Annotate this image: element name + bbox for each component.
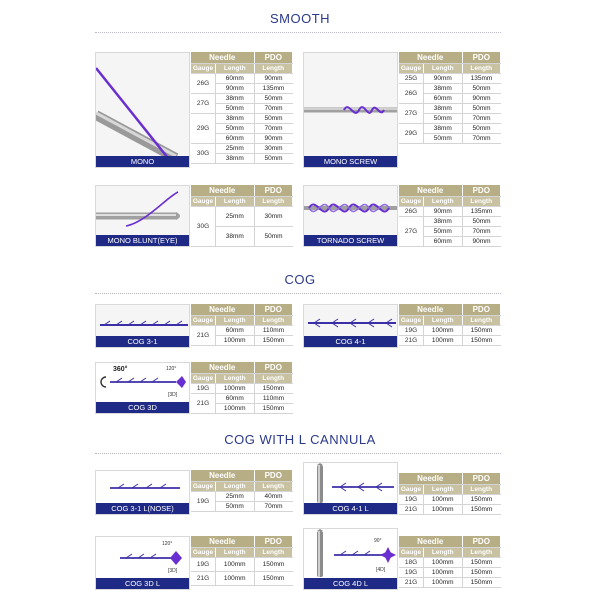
- gauge-cell: 26G: [191, 74, 216, 94]
- pdo-length-cell: 150mm: [254, 572, 293, 586]
- table-row: [399, 578, 501, 588]
- product-label: MONO: [96, 156, 189, 167]
- length-header: Length: [462, 64, 501, 74]
- thread-illustration: [304, 305, 398, 338]
- pdo-length-cell: 150mm: [462, 495, 501, 505]
- pdo-length-cell: 30mm: [254, 144, 293, 154]
- product-image-cog-4d-l: [303, 528, 398, 590]
- needle-length-cell: 38mm: [216, 227, 255, 247]
- pdo-header: PDO: [254, 185, 293, 197]
- length-header: Length: [216, 316, 255, 326]
- length-header: Length: [254, 374, 293, 384]
- needle-header: Needle: [191, 362, 254, 374]
- spec-table: [191, 470, 293, 512]
- pdo-length-cell: 150mm: [254, 336, 293, 346]
- spec-table: [191, 362, 293, 414]
- pdo-length-cell: 135mm: [462, 74, 501, 84]
- gauge-header: Gauge: [399, 197, 424, 207]
- length-header: Length: [216, 374, 255, 384]
- spec-table: [399, 185, 501, 247]
- table-row: [399, 124, 501, 134]
- needle-length-cell: 25mm: [216, 144, 255, 154]
- pdo-header: PDO: [462, 185, 501, 197]
- needle-length-cell: 60mm: [424, 94, 463, 104]
- gauge-cell: 19G: [399, 568, 424, 578]
- needle-header: Needle: [399, 185, 462, 197]
- gauge-header: Gauge: [191, 548, 216, 558]
- product-mono: [95, 52, 293, 168]
- product-image-mono: [95, 52, 190, 168]
- gauge-cell: 25G: [399, 74, 424, 84]
- product-label: COG 3-1 L(NOSE): [96, 503, 189, 514]
- length-header: Length: [216, 64, 255, 74]
- length-header: Length: [424, 197, 463, 207]
- needle-header: Needle: [399, 536, 462, 548]
- needle-header: Needle: [191, 52, 254, 64]
- product-cog-4-1-l: [303, 462, 501, 515]
- pdo-length-cell: 40mm: [254, 492, 293, 502]
- dimension-label: [3D]: [168, 392, 178, 398]
- needle-length-cell: 50mm: [424, 134, 463, 144]
- length-header: Length: [462, 316, 501, 326]
- needle-length-cell: 60mm: [216, 394, 255, 404]
- pdo-length-cell: 90mm: [462, 237, 501, 247]
- needle-length-cell: 38mm: [424, 124, 463, 134]
- product-label: MONO BLUNT(EYE): [96, 235, 189, 246]
- needle-length-cell: 100mm: [216, 384, 255, 394]
- product-cog-3d: [95, 362, 293, 414]
- length-header: Length: [424, 316, 463, 326]
- table-row: [399, 495, 501, 505]
- needle-length-cell: 100mm: [424, 495, 463, 505]
- gauge-cell: 19G: [399, 495, 424, 505]
- needle-length-cell: 100mm: [216, 336, 255, 346]
- pdo-length-cell: 90mm: [254, 134, 293, 144]
- pdo-length-cell: 50mm: [462, 84, 501, 94]
- gauge-cell: 27G: [399, 104, 424, 124]
- needle-length-cell: 25mm: [216, 492, 255, 502]
- section-title-cog-l-cannula: COG WITH L CANNULA: [224, 432, 376, 447]
- table-row: [399, 326, 501, 336]
- table-row: [191, 74, 293, 84]
- spec-table: [399, 536, 501, 588]
- length-header: Length: [424, 548, 463, 558]
- gauge-cell: 19G: [191, 558, 216, 572]
- needle-length-cell: 100mm: [424, 336, 463, 346]
- table-row: [191, 384, 293, 394]
- table-row: [399, 505, 501, 515]
- gauge-cell: 27G: [399, 217, 424, 247]
- needle-length-cell: 100mm: [424, 568, 463, 578]
- gauge-header: Gauge: [191, 64, 216, 74]
- gauge-cell: 19G: [191, 492, 216, 512]
- product-label: COG 4D L: [304, 578, 397, 589]
- thread-illustration: [96, 471, 190, 505]
- gauge-header: Gauge: [399, 316, 424, 326]
- table-row: [399, 104, 501, 114]
- pdo-length-cell: 90mm: [254, 74, 293, 84]
- section-divider: [95, 293, 501, 294]
- pdo-length-cell: 90mm: [462, 94, 501, 104]
- cannula-illustration: [304, 463, 398, 505]
- gauge-cell: 21G: [191, 394, 216, 414]
- pdo-length-cell: 135mm: [462, 207, 501, 217]
- pdo-length-cell: 135mm: [254, 84, 293, 94]
- product-label: COG 3D: [96, 402, 189, 413]
- product-image-tornado: [303, 185, 398, 247]
- needle-length-cell: 60mm: [216, 134, 255, 144]
- length-header: Length: [216, 197, 255, 207]
- length-header: Length: [462, 485, 501, 495]
- pdo-length-cell: 50mm: [254, 154, 293, 164]
- gauge-cell: 21G: [399, 578, 424, 588]
- product-image-cog-3-1-l: [95, 470, 190, 515]
- pdo-length-cell: 110mm: [254, 326, 293, 336]
- table-row: [399, 207, 501, 217]
- pdo-length-cell: 50mm: [254, 114, 293, 124]
- product-label: COG 4-1 L: [304, 503, 397, 514]
- section-title-cog: COG: [284, 272, 316, 287]
- pdo-length-cell: 150mm: [462, 336, 501, 346]
- gauge-header: Gauge: [399, 64, 424, 74]
- thread-illustration: [96, 305, 190, 338]
- pdo-header: PDO: [254, 304, 293, 316]
- pdo-length-cell: 50mm: [462, 104, 501, 114]
- length-header: Length: [462, 548, 501, 558]
- table-row: [191, 207, 293, 227]
- spec-table: [399, 52, 501, 144]
- gauge-header: Gauge: [191, 197, 216, 207]
- product-label: TORNADO SCREW: [304, 235, 397, 246]
- length-header: Length: [254, 197, 293, 207]
- length-header: Length: [424, 64, 463, 74]
- product-mono-blunt: [95, 185, 293, 247]
- needle-length-cell: 38mm: [424, 104, 463, 114]
- table-row: [399, 217, 501, 227]
- product-label: COG 3-1: [96, 336, 189, 347]
- length-header: Length: [254, 482, 293, 492]
- product-label: COG 4-1: [304, 336, 397, 347]
- spec-table: [191, 536, 293, 586]
- pdo-length-cell: 50mm: [462, 124, 501, 134]
- needle-length-cell: 50mm: [216, 502, 255, 512]
- length-header: Length: [462, 197, 501, 207]
- pdo-header: PDO: [462, 473, 501, 485]
- needle-illustration: [96, 53, 190, 158]
- gauge-cell: 21G: [399, 336, 424, 346]
- needle-length-cell: 100mm: [424, 505, 463, 515]
- product-image-mono-screw: [303, 52, 398, 168]
- gauge-cell: 21G: [191, 326, 216, 346]
- gauge-cell: 30G: [191, 144, 216, 164]
- needle-length-cell: 60mm: [216, 326, 255, 336]
- pdo-length-cell: 150mm: [254, 404, 293, 414]
- pdo-length-cell: 70mm: [462, 114, 501, 124]
- length-header: Length: [254, 548, 293, 558]
- length-header: Length: [424, 485, 463, 495]
- table-row: [191, 326, 293, 336]
- needle-length-cell: 90mm: [216, 84, 255, 94]
- table-row: [191, 144, 293, 154]
- pdo-length-cell: 50mm: [254, 94, 293, 104]
- needle-length-cell: 38mm: [216, 94, 255, 104]
- spec-table: [191, 185, 293, 247]
- pdo-header: PDO: [462, 304, 501, 316]
- gauge-cell: 21G: [191, 572, 216, 586]
- pdo-length-cell: 30mm: [254, 207, 293, 227]
- needle-length-cell: 100mm: [216, 572, 255, 586]
- gauge-cell: 26G: [399, 84, 424, 104]
- product-cog-4-1: [303, 304, 501, 348]
- needle-length-cell: 50mm: [424, 114, 463, 124]
- pdo-header: PDO: [462, 52, 501, 64]
- product-image-cog-3-1: [95, 304, 190, 348]
- gauge-header: Gauge: [191, 374, 216, 384]
- gauge-header: Gauge: [191, 482, 216, 492]
- table-row: [399, 84, 501, 94]
- needle-header: Needle: [399, 52, 462, 64]
- gauge-cell: 29G: [191, 114, 216, 144]
- table-row: [191, 572, 293, 586]
- length-header: Length: [254, 316, 293, 326]
- pdo-header: PDO: [254, 362, 293, 374]
- pdo-header: PDO: [254, 52, 293, 64]
- table-row: [191, 558, 293, 572]
- needle-length-cell: 38mm: [424, 84, 463, 94]
- gauge-header: Gauge: [191, 316, 216, 326]
- needle-length-cell: 100mm: [424, 326, 463, 336]
- product-label: MONO SCREW: [304, 156, 397, 167]
- gauge-cell: 30G: [191, 207, 216, 247]
- pdo-length-cell: 70mm: [462, 227, 501, 237]
- gauge-cell: 21G: [399, 505, 424, 515]
- gauge-header: Gauge: [399, 548, 424, 558]
- section-divider: [95, 453, 501, 454]
- pdo-length-cell: 50mm: [462, 217, 501, 227]
- section-divider: [95, 32, 501, 33]
- table-row: [399, 568, 501, 578]
- needle-header: Needle: [191, 536, 254, 548]
- needle-illustration: [304, 186, 398, 237]
- length-header: Length: [216, 482, 255, 492]
- needle-header: Needle: [399, 473, 462, 485]
- pdo-length-cell: 150mm: [462, 558, 501, 568]
- spec-table: [191, 304, 293, 346]
- gauge-cell: 29G: [399, 124, 424, 144]
- rotation-degree-label: 360°: [113, 366, 128, 373]
- gauge-cell: 26G: [399, 207, 424, 217]
- needle-illustration: [96, 186, 190, 237]
- product-image-cog-4-1: [303, 304, 398, 348]
- pdo-length-cell: 150mm: [254, 558, 293, 572]
- product-tornado-screw: [303, 185, 501, 247]
- table-row: [191, 394, 293, 404]
- table-row: [191, 492, 293, 502]
- needle-length-cell: 100mm: [216, 558, 255, 572]
- product-cog-3-1: [95, 304, 293, 348]
- angle-label: 120°: [162, 541, 173, 547]
- length-header: Length: [216, 548, 255, 558]
- length-header: Length: [254, 64, 293, 74]
- pdo-length-cell: 70mm: [254, 124, 293, 134]
- product-mono-screw: [303, 52, 501, 168]
- pdo-length-cell: 70mm: [254, 104, 293, 114]
- product-cog-4d-l: [303, 528, 501, 590]
- needle-header: Needle: [191, 304, 254, 316]
- spec-table: [399, 304, 501, 346]
- needle-length-cell: 38mm: [424, 217, 463, 227]
- product-image-cog-3d-l: [95, 536, 190, 590]
- table-row: [399, 74, 501, 84]
- table-row: [191, 94, 293, 104]
- pdo-length-cell: 150mm: [254, 384, 293, 394]
- needle-illustration: [304, 53, 398, 158]
- needle-length-cell: 38mm: [216, 114, 255, 124]
- pdo-length-cell: 110mm: [254, 394, 293, 404]
- needle-length-cell: 90mm: [424, 207, 463, 217]
- spec-table: [191, 52, 293, 164]
- table-row: [191, 114, 293, 124]
- product-cog-3-1-l-nose: [95, 470, 293, 515]
- product-label: COG 3D L: [96, 578, 189, 589]
- gauge-cell: 19G: [399, 326, 424, 336]
- needle-header: Needle: [191, 185, 254, 197]
- pdo-length-cell: 150mm: [462, 326, 501, 336]
- angle-label: 90°: [374, 538, 382, 544]
- pdo-header: PDO: [462, 536, 501, 548]
- needle-length-cell: 100mm: [216, 404, 255, 414]
- needle-length-cell: 60mm: [216, 74, 255, 84]
- needle-length-cell: 90mm: [424, 74, 463, 84]
- section-title-smooth: SMOOTH: [269, 11, 331, 26]
- needle-length-cell: 25mm: [216, 207, 255, 227]
- gauge-cell: 19G: [191, 384, 216, 394]
- pdo-header: PDO: [254, 470, 293, 482]
- product-image-cog-3d: [95, 362, 190, 414]
- dimension-label: [3D]: [168, 568, 178, 574]
- needle-header: Needle: [399, 304, 462, 316]
- needle-length-cell: 50mm: [424, 227, 463, 237]
- needle-length-cell: 100mm: [424, 578, 463, 588]
- pdo-length-cell: 70mm: [254, 502, 293, 512]
- product-image-mono-blunt: [95, 185, 190, 247]
- needle-length-cell: 100mm: [424, 558, 463, 568]
- pdo-length-cell: 150mm: [462, 505, 501, 515]
- table-row: [399, 336, 501, 346]
- pdo-header: PDO: [254, 536, 293, 548]
- gauge-header: Gauge: [399, 485, 424, 495]
- pdo-length-cell: 150mm: [462, 578, 501, 588]
- needle-length-cell: 60mm: [424, 237, 463, 247]
- needle-length-cell: 50mm: [216, 124, 255, 134]
- product-cog-3d-l: [95, 536, 293, 590]
- product-image-cog-4-1-l: [303, 462, 398, 515]
- pdo-length-cell: 50mm: [254, 227, 293, 247]
- gauge-cell: 18G: [399, 558, 424, 568]
- gauge-cell: 27G: [191, 94, 216, 114]
- angle-label: 120°: [166, 366, 177, 372]
- needle-length-cell: 38mm: [216, 154, 255, 164]
- table-row: [399, 558, 501, 568]
- needle-length-cell: 50mm: [216, 104, 255, 114]
- spec-table: [399, 473, 501, 515]
- dimension-label: [4D]: [376, 567, 386, 573]
- needle-header: Needle: [191, 470, 254, 482]
- pdo-length-cell: 150mm: [462, 568, 501, 578]
- pdo-length-cell: 70mm: [462, 134, 501, 144]
